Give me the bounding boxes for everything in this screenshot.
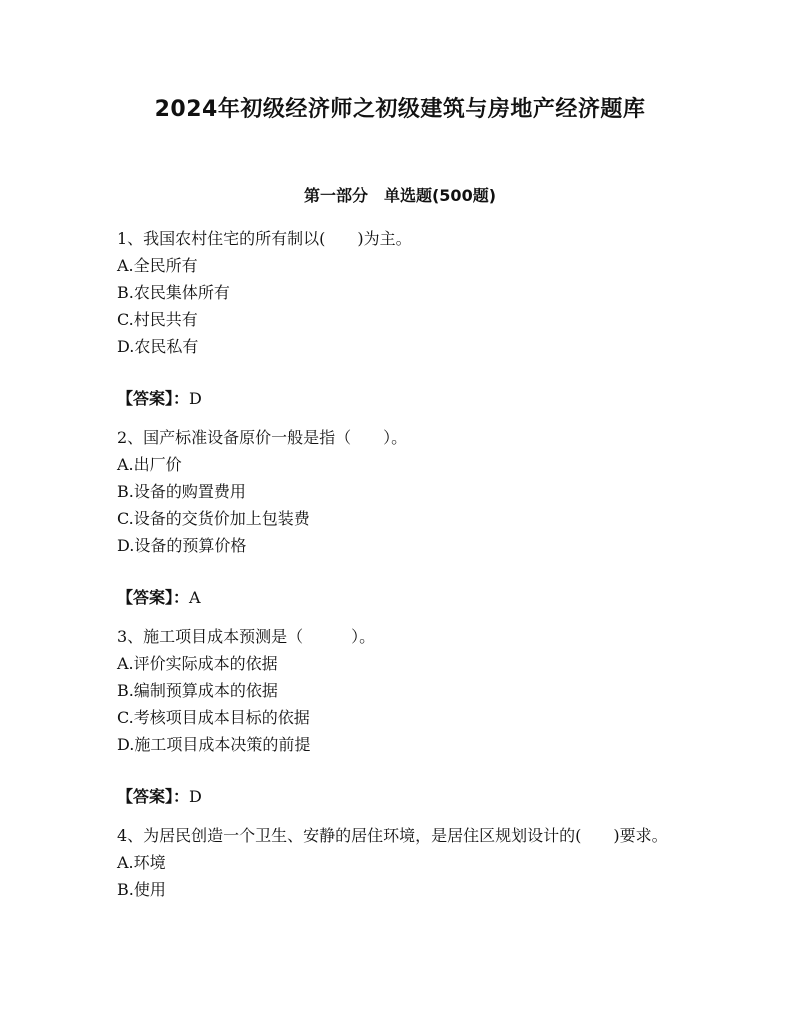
question-option: B.农民集体所有	[117, 283, 230, 302]
question-item	[117, 623, 677, 810]
question-option: D.农民私有	[117, 337, 199, 356]
question-stem: 3、施工项目成本预测是（ ）。	[117, 627, 376, 646]
answer-label: 【答案】：	[117, 389, 190, 408]
question-option: D.设备的预算价格	[117, 536, 247, 555]
answer-value: A	[189, 588, 201, 607]
question-item	[117, 822, 677, 903]
question-option: D.施工项目成本决策的前提	[117, 735, 311, 754]
question-option: B.设备的购置费用	[117, 482, 246, 501]
answer-line	[117, 783, 677, 810]
question-option: C.村民共有	[117, 310, 198, 329]
answer-label: 【答案】：	[117, 787, 190, 806]
answer-label: 【答案】：	[117, 588, 190, 607]
question-option: C.设备的交货价加上包装费	[117, 509, 310, 528]
answer-value: D	[189, 787, 202, 806]
question-item	[117, 225, 677, 412]
question-option: B.使用	[117, 880, 166, 899]
section-heading: 第一部分 单选题(500题)	[303, 186, 497, 205]
question-stem: 1、我国农村住宅的所有制以( )为主。	[117, 229, 412, 248]
question-stem: 2、国产标准设备原价一般是指（ ）。	[117, 428, 408, 447]
answer-line	[117, 584, 677, 611]
document-title: 2024年初级经济师之初级建筑与房地产经济题库	[154, 97, 646, 122]
question-option: A.环境	[117, 853, 166, 872]
question-option: A.出厂价	[117, 455, 182, 474]
question-option: A.评价实际成本的依据	[117, 654, 278, 673]
question-item	[117, 424, 677, 611]
answer-value: D	[189, 389, 202, 408]
question-list	[117, 225, 677, 903]
answer-line	[117, 385, 677, 412]
question-option: C.考核项目成本目标的依据	[117, 708, 310, 727]
question-option: B.编制预算成本的依据	[117, 681, 278, 700]
question-stem: 4、为居民创造一个卫生、安静的居住环境，是居住区规划设计的( )要求。	[117, 826, 668, 845]
question-option: A.全民所有	[117, 256, 198, 275]
